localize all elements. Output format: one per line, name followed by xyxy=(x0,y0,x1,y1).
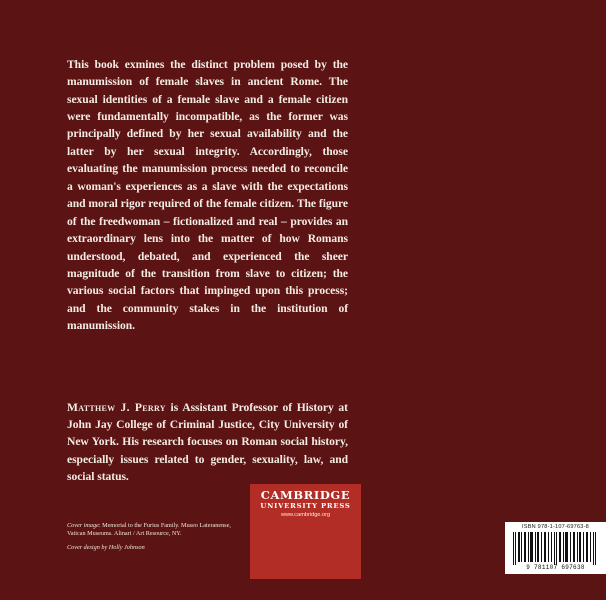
publisher-url: www.cambridge.org xyxy=(280,512,331,518)
cover-image-credit xyxy=(67,522,237,539)
barcode-digits: 9 781107 697638 xyxy=(526,564,585,571)
book-blurb: This book exmines the distinct problem posed by the manumission of female slaves in ancient Rome. The sexual identities of a female slave and a female citizen were fundamentally incompatible, as the former was principally defined by her sexual availability and the latter by her sexual integrity. Accordingly, those evaluating the manumission process needed to reconcile a woman's experiences as a slave with the expectations and moral rigor required of the female citizen. The figure of the freedwoman – fictionalized and real – provides an extraordinary lens into the matter of how Romans understood, debated, and experienced the sheer magnitude of the transition from slave to citizen; the various social factors that impinged upon this process; and the community stakes in the institution of manumission. xyxy=(67,57,348,333)
cover-design-credit: Cover design by Holly Johnson xyxy=(67,543,145,551)
isbn-label: ISBN 978-1-107-69763-8 xyxy=(522,524,589,530)
publisher-box xyxy=(250,484,589,579)
author-name: Matthew J. Perry xyxy=(67,400,166,414)
author-bio xyxy=(67,399,348,486)
publisher-subtitle: UNIVERSITY PRESS xyxy=(260,502,351,510)
barcode-panel xyxy=(505,522,606,574)
cover-image-label: Cover image xyxy=(67,522,99,529)
barcode-icon xyxy=(511,532,600,565)
author-bio-text: is Assistant Professor of History at John Jay College of Criminal Justice, City University of New York. His research focuses on Roman social history, especially issues related to gender, sexuality, law, and social status. xyxy=(67,400,348,484)
cover-credits xyxy=(67,522,237,552)
publisher-name: CAMBRIDGE xyxy=(260,488,351,502)
cover-image-text: : Memorial to the Furius Family. Museo Lateranense, Vatican Museums. Alinari / Art Resource, NY. xyxy=(67,522,231,538)
